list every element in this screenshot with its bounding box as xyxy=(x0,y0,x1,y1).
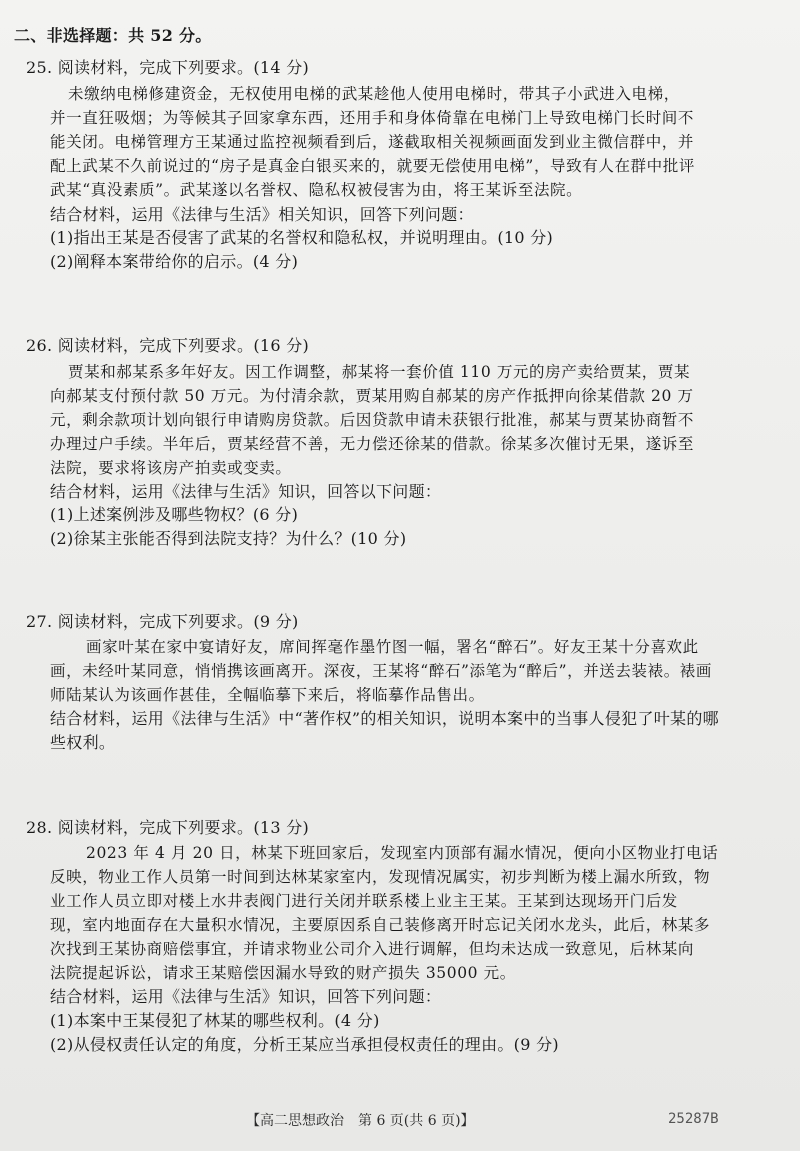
material-line: 配上武某不久前说过的“房子是真金白银买来的，就要无偿使用电梯”，导致有人在群中批评 xyxy=(50,157,695,175)
sub-question: (1)本案中王某侵犯了林某的哪些权利。(4 分) xyxy=(50,1011,380,1030)
instruction-line: 结合材料，运用《法律与生活》知识，回答下列问题： xyxy=(50,987,442,1006)
sub-question: (2)阐释本案带给你的启示。(4 分) xyxy=(50,252,299,271)
material-line: 画家叶某在家中宴请好友，席间挥毫作墨竹图一幅，署名“醉石”。好友王某十分喜欢此 xyxy=(86,638,699,656)
sub-question: (2)徐某主张能否得到法院支持？为什么？(10 分) xyxy=(50,529,407,548)
exam-code: 25287B xyxy=(668,1111,719,1127)
material-line: 现，室内地面存在大量积水情况，主要原因系自己装修离开时忘记关闭水龙头，此后，林某多 xyxy=(50,916,711,934)
question-header: 27. 阅读材料，完成下列要求。(9 分) xyxy=(26,612,299,631)
material-line: 未缴纳电梯修建资金，无权使用电梯的武某趁他人使用电梯时，带其子小武进入电梯， xyxy=(68,85,680,103)
material-line: 并一直狂吸烟；为等候其子回家拿东西，还用手和身体倚靠在电梯门上导致电梯门长时间不 xyxy=(50,109,695,127)
page-footer: 【高二思想政治 第 6 页(共 6 页)】 xyxy=(246,1113,475,1129)
material-line: 师陆某认为该画作甚佳，全幅临摹下来后，将临摹作品售出。 xyxy=(50,686,485,704)
sub-question: (1)上述案例涉及哪些物权？(6 分) xyxy=(50,505,299,524)
question-header: 26. 阅读材料，完成下列要求。(16 分) xyxy=(26,336,310,355)
material-line: 画，未经叶某同意，悄悄携该画离开。深夜，王某将“醉石”添笔为“醉后”，并送去装裱。裱画 xyxy=(50,662,712,680)
material-line: 2023 年 4 月 20 日，林某下班回家后，发现室内顶部有漏水情况，便向小区物业打电话 xyxy=(86,844,719,862)
material-line: 法院，要求将该房产拍卖或变卖。 xyxy=(50,459,292,477)
material-line: 元，剩余款项计划向银行申请购房贷款。后因贷款申请未获银行批准，郝某与贾某协商暂不 xyxy=(50,411,695,429)
question-header: 25. 阅读材料，完成下列要求。(14 分) xyxy=(26,58,310,77)
material-line: 能关闭。电梯管理方王某通过监控视频看到后，遂截取相关视频画面发到业主微信群中，并 xyxy=(50,133,695,151)
section-title: 二、非选择题：共 52 分。 xyxy=(14,26,212,45)
material-line: 贾某和郝某系多年好友。因工作调整，郝某将一套价值 110 万元的房产卖给贾某，贾某 xyxy=(68,363,691,381)
instruction-line: 结合材料，运用《法律与生活》相关知识，回答下列问题： xyxy=(50,205,474,224)
material-line: 向郝某支付预付款 50 万元。为付清余款，贾某用购自郝某的房产作抵押向徐某借款 20 万 xyxy=(50,387,694,405)
material-line: 业工作人员立即对楼上水井表阀门进行关闭并联系楼上业主王某。王某到达现场开门后发 xyxy=(50,892,678,910)
instruction-line: 结合材料，运用《法律与生活》中“著作权”的相关知识，说明本案中的当事人侵犯了叶某的哪 xyxy=(50,709,719,728)
material-line: 办理过户手续。半年后，贾某经营不善，无力偿还徐某的借款。徐某多次催讨无果，遂诉至 xyxy=(50,435,695,453)
material-line: 武某“真没素质”。武某遂以名誉权、隐私权被侵害为由，将王某诉至法院。 xyxy=(50,181,583,199)
material-line: 次找到王某协商赔偿事宜，并请求物业公司介入进行调解，但均未达成一致意见，后林某向 xyxy=(50,940,695,958)
question-header: 28. 阅读材料，完成下列要求。(13 分) xyxy=(26,818,310,837)
sub-question: (1)指出王某是否侵害了武某的名誉权和隐私权，并说明理由。(10 分) xyxy=(50,228,554,247)
instruction-line: 些权利。 xyxy=(50,733,116,752)
instruction-line: 结合材料，运用《法律与生活》知识，回答以下问题： xyxy=(50,482,442,501)
material-line: 法院提起诉讼，请求王某赔偿因漏水导致的财产损失 35000 元。 xyxy=(50,964,516,982)
sub-question: (2)从侵权责任认定的角度，分析王某应当承担侵权责任的理由。(9 分) xyxy=(50,1035,559,1054)
material-line: 反映，物业工作人员第一时间到达林某家室内，发现情况属实，初步判断为楼上漏水所致，物 xyxy=(50,868,711,886)
